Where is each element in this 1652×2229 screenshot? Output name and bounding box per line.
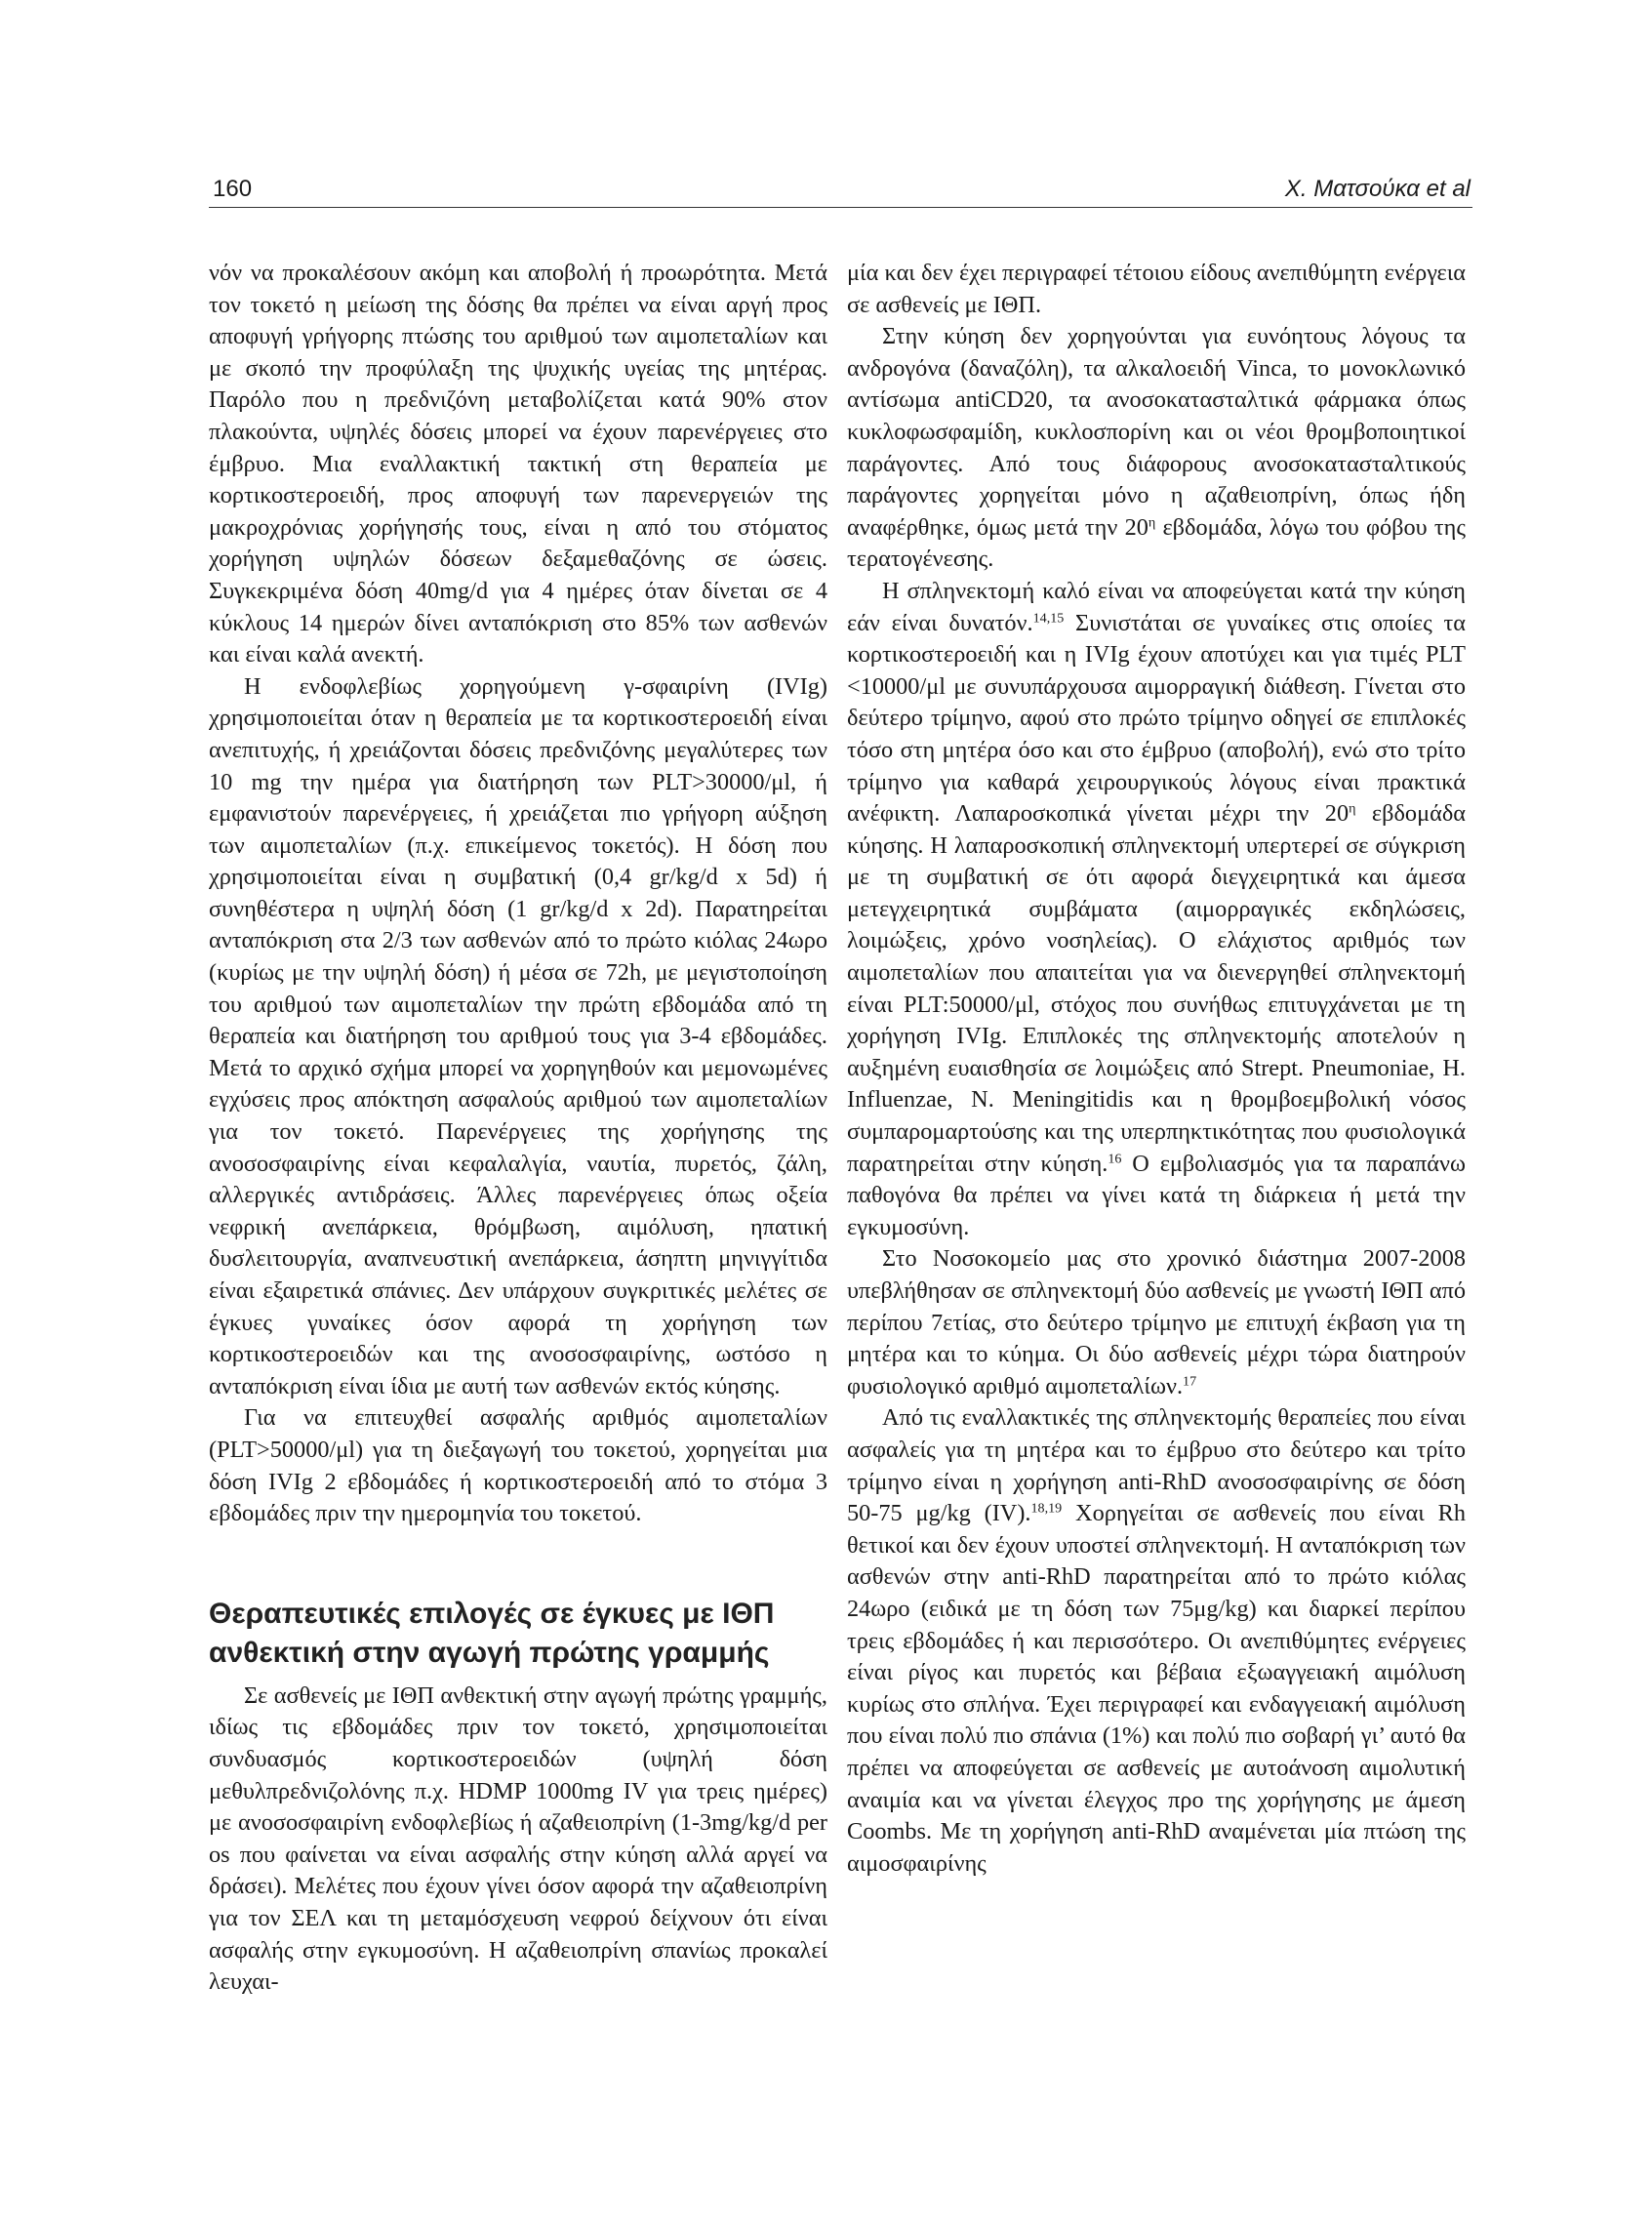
paragraph: Σε ασθενείς με ΙΘΠ ανθεκτική στην αγωγή πρώτης γραμμής, ιδίως τις εβδομάδες πριν τον τοκετό, χρησιμοποιείται συνδυασμός κορτικοστεροειδών (υψηλή δόση μεθυλπρεδνιζολόνης π.χ. HDMP 1000mg IV για τρεις ημέρες) με ανοσοσφαιρίνη ενδοφλεβίως ή αζαθειοπρίνη (1-3mg/kg/d per os που φαίνεται να είναι ασφαλής στην κύηση αλλά αργεί να δράσει). Μελέτες που έχουν γίνει όσον αφορά την αζαθειοπρίνη για τον ΣΕΛ και τη μεταμόσχευση νεφρού δείχνουν ότι είναι ασφαλής στην εγκυμοσύνη. Η αζαθειοπρίνη σπανίως προκαλεί λευχαι-	[209, 1682, 827, 1996]
citation-ref: 14,15	[1032, 610, 1065, 627]
paragraph: μία και δεν έχει περιγραφεί τέτοιου είδους ανεπιθύμητη ενέργεια σε ασθενείς με ΙΘΠ.	[847, 260, 1466, 318]
text-run: Από τις εναλλακτικές της σπληνεκτομής θεραπείες που είναι ασφαλείς για τη μητέρα και το έμβρυο στο δεύτερο και τρίτο τρίμηνο είναι η χορήγηση anti-RhD ανοσοσφαιρίνης σε δόση 50-75 μg/kg (IV).	[847, 1404, 1466, 1527]
paragraph: νόν να προκαλέσουν ακόμη και αποβολή ή προωρότητα. Μετά τον τοκετό η μείωση της δόσης θα πρέπει να είναι αργή προς αποφυγή γρήγορης πτώσης του αριθμού των αιμοπεταλίων και με σκοπό την προφύλαξη της ψυχικής υγείας της μητέρας. Παρόλο που η πρεδνιζόνη μεταβολίζεται κατά 90% στον πλακούντα, υψηλές δόσεις μπορεί να έχουν παρενέργειες στο έμβρυο. Μια εναλλακτική τακτική στη θεραπεία με κορτικοστεροειδή, προς αποφυγή των παρενεργειών της μακροχρόνιας χορήγησής τους, είναι η από του στόματος χορήγηση υψηλών δόσεων δεξαμεθαζόνης σε ώσεις. Συγκεκριμένα δόση 40mg/d για 4 ημέρες όταν δίνεται σε 4 κύκλους 14 ημερών δίνει ανταπόκριση στο 85% των ασθενών και είναι καλά ανεκτή.	[209, 260, 827, 669]
paragraph: Η ενδοφλεβίως χορηγούμενη γ-σφαιρίνη (IVIg) χρησιμοποιείται όταν η θεραπεία με τα κορτικοστεροειδή είναι ανεπιτυχής, ή χρειάζονται δόσεις πρεδνιζόνης μεγαλύτερες των 10 mg την ημέρα για διατήρηση των PLT>30000/μl, ή εμφανιστούν παρενέργειες, ή χρειάζεται πιο γρήγορη αύξηση των αιμοπεταλίων (π.χ. επικείμενος τοκετός). Η δόση που χρησιμοποιείται είναι η συμβατική (0,4 gr/kg/d x 5d) ή συνηθέστερα η υψηλή δόση (1 gr/kg/d x 2d). Παρατηρείται ανταπόκριση στα 2/3 των ασθενών από το πρώτο κιόλας 24ωρο (κυρίως με την υψηλή δόση) ή μέσα σε 72h, με μεγιστοποίηση του αριθμού των αιμοπεταλίων την πρώτη εβδομάδα από τη θεραπεία και διατήρηση του αριθμού τους για 3-4 εβδομάδες. Μετά το αρχικό σχήμα μπορεί να χορηγηθούν και μεμονωμένες εγχύσεις προς απόκτηση ασφαλούς αριθμού των αιμοπεταλίων για τον τοκετό. Παρενέργειες της χορήγησης της ανοσοσφαιρίνης είναι κεφαλαλγία, ναυτία, πυρετός, ζάλη, αλλεργικές αντιδράσεις. Άλλες παρενέργειες όπως οξεία νεφρική ανεπάρκεια, θρόμβωση, αιμόλυση, ηπατική δυσλειτουργία, αναπνευστική ανεπάρκεια, άσηπτη μηνιγγίτιδα είναι εξαιρετικά σπάνιες. Δεν υπάρχουν συγκριτικές μελέτες σε έγκυες γυναίκες όσον αφορά τη χορήγηση των κορτικοστεροειδών και της ανοσοσφαιρίνης, ωστόσο η ανταπόκριση είναι ίδια με αυτή των ασθενών εκτός κύησης.	[209, 672, 827, 1399]
superscript: η	[1349, 800, 1356, 817]
text-run: εβδομάδα κύησης. Η λαπαροσκοπική σπληνεκτομή υπερτερεί σε σύγκριση με τη συμβατική σε ότι αφορά διεγχειρητικά και άμεσα μετεγχειρητικά συμβάματα (αιμορραγικές εκδηλώσεις, λοιμώξεις, χρόνο νοσηλείας). Ο ελάχιστος αριθμός των αιμοπεταλίων που απαιτείται για να διενεργηθεί σπληνεκτομή είναι PLT:50000/μl, στόχος που συνήθως επιτυγχάνεται με τη χορήγηση IVIg. Επιπλοκές της σπληνεκτομής αποτελούν η αυξημένη ευαισθησία σε λοιμώξεις από Strept. Pneumoniae, H. Influenzae, N. Meningitidis και η θρομβοεμβολική νόσος συμπαρομαρτούσης και της υπερπηκτικότητας που φυσιολογικά παρατηρείται στην κύηση.	[847, 800, 1467, 1177]
page-header	[209, 172, 1472, 208]
running-head: Χ. Ματσούκα et al	[1284, 176, 1471, 202]
right-column	[847, 258, 1466, 1880]
text-run: Η σπληνεκτομή καλό είναι να αποφεύγεται κατά την κύηση εάν είναι δυνατόν.	[847, 577, 1466, 636]
superscript: η	[1148, 514, 1156, 531]
text-run: Στην κύηση δεν χορηγούνται για ευνόητους λόγους τα ανδρογόνα (δαναζόλη), τα αλκαλοειδή Vinca, το μονοκλωνικό αντίσωμα antiCD20, τα ανοσοκατασταλτικά φάρμακα όπως κυκλοφωσφαμίδη, κυκλοσπορίνη και οι νέοι θρομβοποιητικοί παράγοντες. Από τους διάφορους ανοσοκατασταλτικούς παράγοντες χορηγείται μόνο η αζαθειοπρίνη, όπως ήδη αναφέρθηκε, όμως μετά την 20	[847, 323, 1466, 541]
section-heading: Θεραπευτικές επιλογές σε έγκυες με ΙΘΠ ανθεκτική στην αγωγή πρώτης γραμμής	[209, 1597, 775, 1669]
citation-ref: 17	[1183, 1373, 1197, 1390]
citation-ref: 16	[1108, 1151, 1122, 1167]
text-run: Στο Νοσοκομείο μας στο χρονικό διάστημα 2007-2008 υπεβλήθησαν σε σπληνεκτομή δύο ασθενείς με γνωστή ΙΘΠ από περίπου 7ετίας, στο δεύτερο τρίμηνο με επιτυχή έκβαση για τη μητέρα και το κύημα. Οι δύο ασθενείς μέχρι τώρα διατηρούν φυσιολογικό αριθμό αιμοπεταλίων.	[847, 1245, 1466, 1399]
page-number: 160	[213, 176, 253, 202]
paragraph	[847, 1402, 1466, 1880]
text-run: Συνιστάται σε γυναίκες στις οποίες τα κορτικοστεροειδή και η IVIg έχουν αποτύχει και για τιμές PLT <10000/μl με συνυπάρχουσα αιμορραγική διάθεση. Γίνεται στο δεύτερο τρίμηνο, αφού στο πρώτο τρίμηνο οδηγεί σε επιπλοκές τόσο στη μητέρα όσο και στο έμβρυο (αποβολή), ενώ στο τρίτο τρίμηνο για καθαρά χειρουργικούς λόγους είναι πρακτικά ανέφικτη. Λαπαροσκοπικά γίνεται μέχρι την 20	[847, 609, 1466, 828]
paragraph	[847, 321, 1466, 576]
text-run: Χορηγείται σε ασθενείς που είναι Rh θετικοί και δεν έχουν υποστεί σπληνεκτομή. Η ανταπόκριση των ασθενών στην anti-RhD παρατηρείται από το πρώτο κιόλας 24ωρο (ειδικά με τη δόση των 75μg/kg) και διαρκεί περίπου τρεις εβδομάδες ή και περισσότερο. Οι ανεπιθύμητες ενέργειες είναι ρίγος και πυρετός και βέβαια εξωαγγειακή αιμόλυση κυρίως στο σπλήνα. Έχει περιγραφεί και ενδαγγειακή αιμόλυση που είναι πολύ πιο σπάνια (1%) και πολύ πιο σοβαρή γι’ αυτό θα πρέπει να αποφεύγεται σε ασθενείς με αυτοάνοση αιμολυτική αναιμία και να γίνεται έλεγχος προ της χορήγησης με άμεση Coombs. Με τη χορήγηση anti-RhD αναμένεται μία πτώση της αιμοσφαιρίνης	[847, 1500, 1466, 1877]
paragraph	[847, 1243, 1466, 1402]
citation-ref: 18,19	[1030, 1500, 1063, 1517]
paragraph	[847, 576, 1466, 1243]
left-column	[209, 258, 827, 1999]
text-run: εβδομάδα, λόγω του φόβου της τερατογένεσης.	[847, 513, 1466, 573]
paragraph: Για να επιτευχθεί ασφαλής αριθμός αιμοπεταλίων (PLT>50000/μl) για τη διεξαγωγή του τοκετού, χορηγείται μια δόση IVIg 2 εβδομάδες ή κορτικοστεροειδή από το στόμα 3 εβδομάδες πριν την ημερομηνία του τοκετού.	[209, 1404, 827, 1527]
text-run: Ο εμβολιασμός για τα παραπάνω παθογόνα θα πρέπει να γίνει κατά τη διάρκεια ή μετά την εγκυμοσύνη.	[847, 1150, 1467, 1240]
